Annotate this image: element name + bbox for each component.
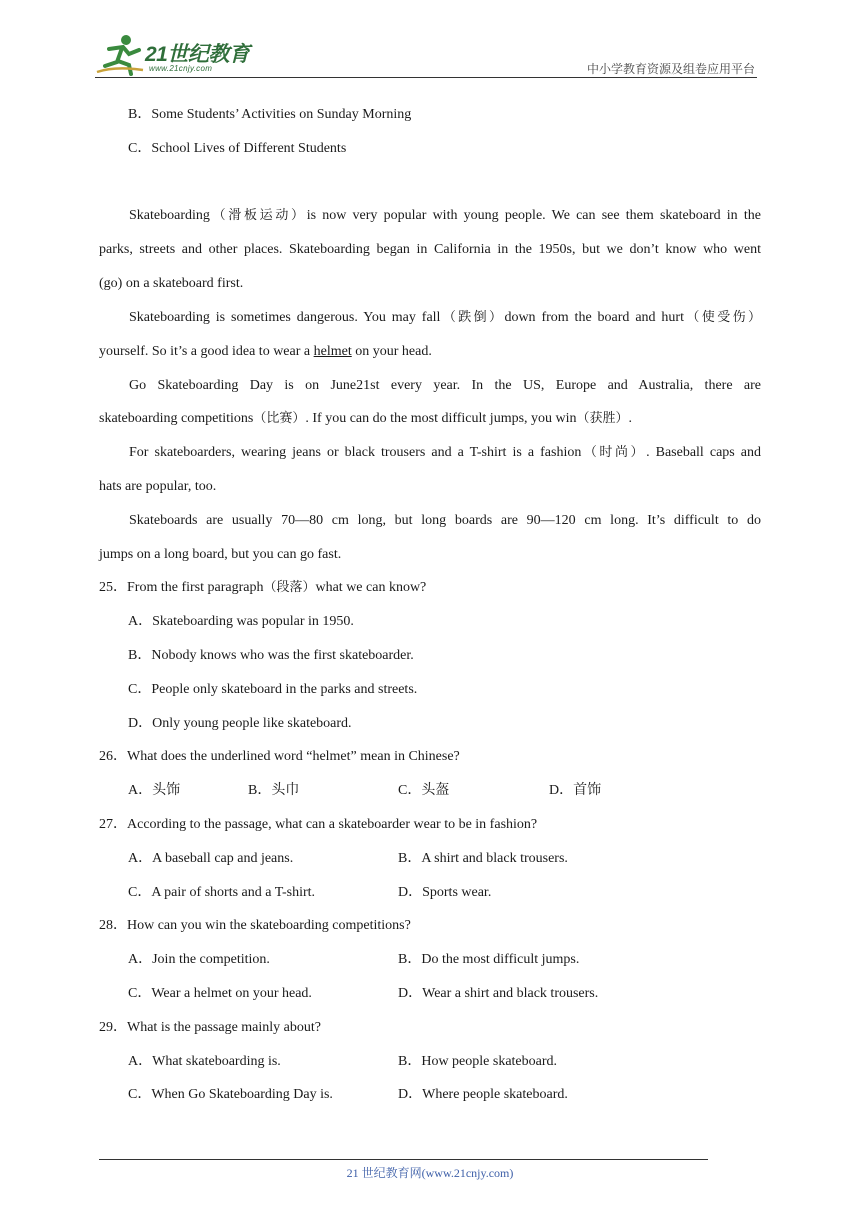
q26-option-c: C．头盔	[398, 783, 450, 798]
q27-option-c: C．A pair of shorts and a T-shirt.	[128, 885, 316, 900]
platform-name: 中小学教育资源及组卷应用平台	[586, 62, 755, 76]
q25-option-a: A．Skateboarding was popular in 1950.	[128, 614, 354, 629]
q26-option-b: B．头巾	[248, 783, 300, 798]
passage-p3-line1: Go Skateboarding Day is on June21st every year. In the US, Europe and Australia, there are	[129, 378, 761, 393]
question-25-stem: 25．From the first paragraph（段落）what we can know?	[99, 580, 427, 595]
passage-p2-line2: yourself. So it’s a good idea to wear a helmet on your head.	[99, 344, 432, 359]
q25-option-c: C．People only skateboard in the parks and streets.	[128, 682, 418, 697]
q26-option-a: A．头饰	[128, 783, 181, 798]
passage-p3-line2: skateboarding competitions（比赛）. If you can do the most difficult jumps, you win（获胜）.	[99, 411, 633, 426]
passage-p1-line2: parks, streets and other places. Skateboarding began in California in the 1950s, but we don’t know who went	[99, 242, 761, 257]
q28-option-b: B．Do the most difficult jumps.	[398, 952, 580, 967]
prev-option-b: B．Some Students’ Activities on Sunday Morning	[128, 107, 412, 122]
q27-option-a: A．A baseball cap and jeans.	[128, 851, 294, 866]
q27-option-b: B．A shirt and black trousers.	[398, 851, 568, 866]
question-26-stem: 26．What does the underlined word “helmet” mean in Chinese?	[99, 749, 460, 764]
logo-text: 21世纪教育	[145, 43, 250, 66]
q29-option-b: B．How people skateboard.	[398, 1054, 558, 1069]
q29-option-c: C．When Go Skateboarding Day is.	[128, 1087, 333, 1102]
passage-p1-line3: (go) on a skateboard first.	[99, 276, 244, 291]
site-logo	[95, 32, 265, 78]
footer-divider	[99, 1159, 708, 1160]
passage-p5-line2: jumps on a long board, but you can go fast.	[99, 547, 342, 562]
prev-option-c: C．School Lives of Different Students	[128, 141, 347, 156]
q28-option-c: C．Wear a helmet on your head.	[128, 986, 312, 1001]
passage-p4-line2: hats are popular, too.	[99, 479, 217, 494]
q28-option-d: D．Wear a shirt and black trousers.	[398, 986, 599, 1001]
header-divider	[95, 77, 757, 78]
question-29-stem: 29．What is the passage mainly about?	[99, 1020, 321, 1035]
passage-p4-line1: For skateboarders, wearing jeans or black trousers and a T-shirt is a fashion（时尚）. Baseball caps and	[129, 445, 761, 460]
logo-url: www.21cnjy.com	[149, 64, 213, 73]
q28-option-a: A．Join the competition.	[128, 952, 270, 967]
page-header	[95, 32, 757, 78]
passage-p1-line1: Skateboarding（滑板运动）is now very popular with young people. We can see them skateboard in the	[129, 208, 761, 223]
passage-p2-line1: Skateboarding is sometimes dangerous. You may fall（跌倒）down from the board and hurt（使受伤）	[129, 310, 761, 325]
runner-logo-icon	[95, 32, 147, 78]
q29-option-d: D．Where people skateboard.	[398, 1087, 568, 1102]
q26-option-d: D．首饰	[549, 783, 602, 798]
q27-option-d: D．Sports wear.	[398, 885, 492, 900]
footer-text: 21 世纪教育网(www.21cnjy.com)	[346, 1166, 514, 1180]
question-27-stem: 27．According to the passage, what can a skateboarder wear to be in fashion?	[99, 817, 538, 832]
q29-option-a: A．What skateboarding is.	[128, 1054, 281, 1069]
underlined-word-helmet: helmet	[313, 344, 352, 359]
q25-option-d: D．Only young people like skateboard.	[128, 716, 352, 731]
question-28-stem: 28．How can you win the skateboarding competitions?	[99, 918, 411, 933]
passage-p5-line1: Skateboards are usually 70—80 cm long, but long boards are 90—120 cm long. It’s difficult to do	[129, 513, 761, 528]
q25-option-b: B．Nobody knows who was the first skateboarder.	[128, 648, 414, 663]
